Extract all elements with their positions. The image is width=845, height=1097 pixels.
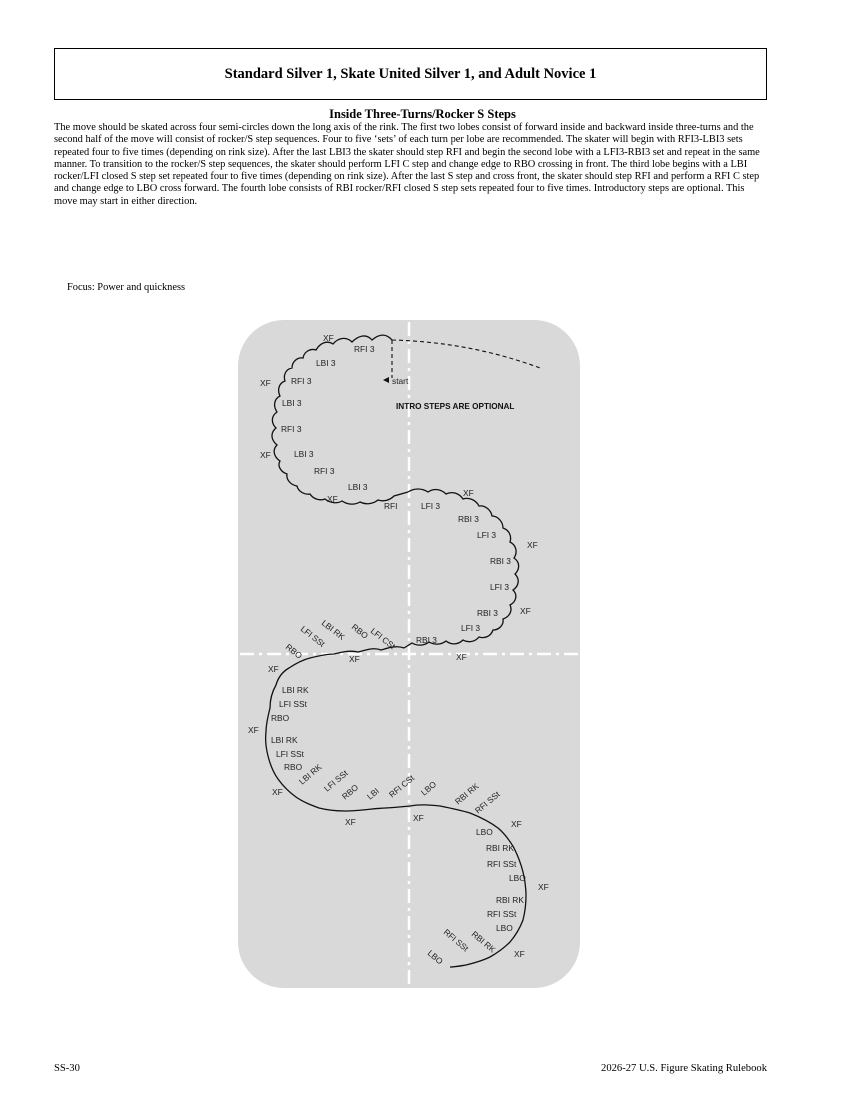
diagram-label: LBI 3 (282, 398, 302, 408)
diagram-label: XF (260, 450, 271, 460)
diagram-label: XF (323, 333, 334, 343)
diagram-label: LBO (418, 779, 439, 798)
diagram-label: RFI 3 (291, 376, 312, 386)
diagram-label: RBI 3 (458, 514, 479, 524)
footer-publication: 2026-27 U.S. Figure Skating Rulebook (601, 1063, 767, 1074)
diagram-label: LBI RK (319, 617, 347, 642)
diagram-label: XF (511, 819, 522, 829)
diagram-label: RFI 3 (314, 466, 335, 476)
diagram-label: RBO (339, 782, 361, 802)
diagram-label: LBI RK (271, 735, 298, 745)
diagram-label: LFI SSt (298, 623, 327, 649)
diagram-label: LBI RK (282, 685, 309, 695)
diagram-label: RBI RK (496, 895, 524, 905)
diagram-label: RBI 3 (490, 556, 511, 566)
diagram-label: LBI RK (296, 761, 324, 787)
intro-note: INTRO STEPS ARE OPTIONAL (396, 402, 515, 411)
diagram-label: XF (538, 882, 549, 892)
diagram-label: XF (463, 488, 474, 498)
diagram-label: XF (413, 813, 424, 823)
diagram-label: LBO (509, 873, 526, 883)
diagram-label: RFI SSt (487, 909, 517, 919)
diagram-label: LBI 3 (348, 482, 368, 492)
diagram-label: XF (527, 540, 538, 550)
diagram-label: RBI RK (469, 928, 498, 955)
diagram-label: RBI RK (486, 843, 514, 853)
diagram-label: XF (268, 664, 279, 674)
diagram-label: LFI SSt (276, 749, 304, 759)
diagram-label: LBO (476, 827, 493, 837)
diagram-label: XF (456, 652, 467, 662)
diagram-label: RFI SSt (472, 789, 502, 816)
diagram-label: XF (514, 949, 525, 959)
diagram-label: RBI 3 (416, 635, 437, 645)
footer-page-number: SS-30 (54, 1063, 80, 1074)
diagram-label: LBO (425, 947, 445, 967)
diagram-label: RFI (384, 501, 398, 511)
diagram-label: LFI 3 (490, 582, 510, 592)
diagram-label: LFI 3 (421, 501, 441, 511)
page-title: Standard Silver 1, Skate United Silver 1, and Adult Novice 1 (224, 65, 597, 82)
diagram-label: LBI 3 (316, 358, 336, 368)
diagram-label: LBI (364, 785, 381, 802)
diagram-label: RFI 3 (354, 344, 375, 354)
diagram-label: XF (272, 787, 283, 797)
diagram-label: LFI 3 (477, 530, 497, 540)
diagram-label: XF (520, 606, 531, 616)
diagram-label: LFI SSt (321, 767, 350, 794)
diagram-label: RBI 3 (477, 608, 498, 618)
diagram-label: LFI SSt (279, 699, 307, 709)
diagram-label: RBI RK (452, 780, 481, 807)
diagram-label: RFI SSt (441, 926, 471, 954)
diagram-label: LBO (496, 923, 513, 933)
start-label: start (392, 376, 409, 386)
diagram-label: RBO (283, 641, 305, 661)
diagram-label: RFI CSt (386, 772, 417, 800)
section-title: Inside Three-Turns/Rocker S Steps (329, 107, 516, 121)
diagram-label: XF (248, 725, 259, 735)
diagram-label: XF (345, 817, 356, 827)
diagram-label: RFI 3 (281, 424, 302, 434)
diagram-label: XF (349, 654, 360, 664)
focus-line: Focus: Power and quickness (67, 282, 186, 293)
diagram-label: LBI 3 (294, 449, 314, 459)
diagram-label: LFI CSt (368, 625, 398, 652)
diagram-label: RFI SSt (487, 859, 517, 869)
section-body: The move should be skated across four semi-circles down the long axis of the rink. The first two lobes consist of forward inside and backward inside three-turns and the second half of the move will consist of rocker/S step sequences. Four to five ‘sets’ of each turn per lobe are recommended. The skater will begin with RFI3-LBI3 sets repeated four to five times (depending on rink size). After the last LBI3 the skater should step RFI and begin the second lobe with a LFI3-RBI3 set and repeat in the same manner. To transition to the rocker/S step sequences, the skater should perform LFI C step and change edge to RBO crossing in front. The third lobe begins with a LBI rocker/LFI closed S step set repeated four to five times (depending on rink size). After the last S step and cross front, the skater should step RFI and perform a RFI C step and change edge to LBO cross forward. The fourth lobe consists of RBI rocker/RFI closed S step sets repeated four to five times. Introductory steps are optional. This move may start in either direction. (54, 122, 760, 207)
diagram-label: XF (260, 378, 271, 388)
diagram-label: LFI 3 (461, 623, 481, 633)
diagram-label: RBO (284, 762, 303, 772)
diagram-label: RBO (349, 621, 371, 641)
diagram-label: XF (327, 494, 338, 504)
diagram-label: RBO (271, 713, 290, 723)
